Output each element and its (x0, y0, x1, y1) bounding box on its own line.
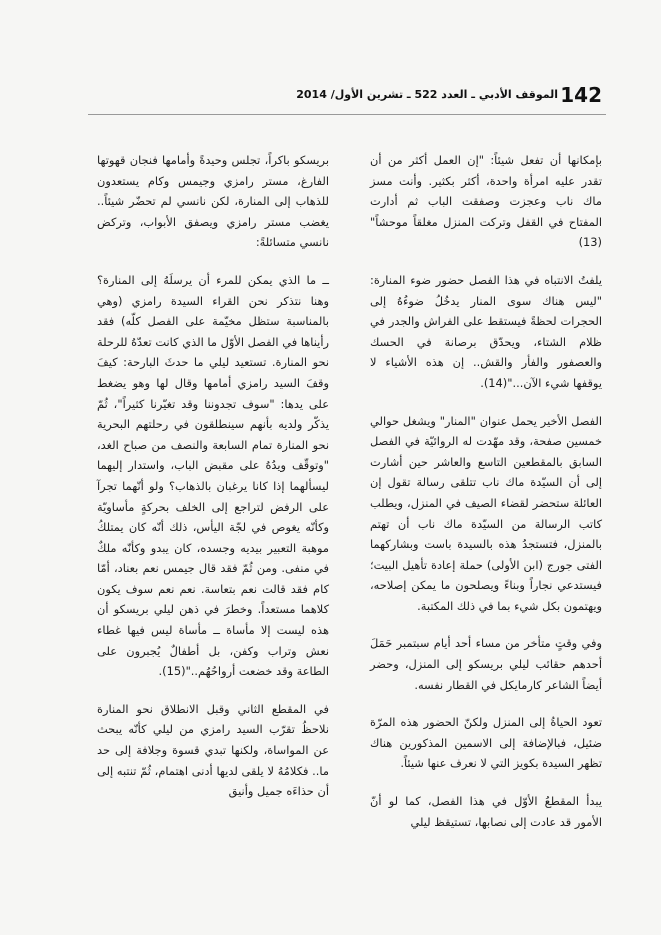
paragraph: ــ ما الذي يمكن للمرء أن يرسلَهُ إلى المنارة؟ وهنا نتذكر نحن القراء السيدة رامزي (وهي بالمناسبة ستظل مخيّمة على الفصل كلّه) فقد رأيناها في الفصل الأوّل ما الذي كانت تعدّهُ للرحلة نحو المنارة. تستعيد ليلي ما حدثَ البارحة: كيفَ وقفَ السيد رامزي أمامها وقال لها وهو يضغط على يدها: "سوف تجدوننا وقد تغيّرنا كثيراً"، ثُمّ يذكّر ولديه بأنهم سينطلقون في رحلتهم البحرية نحو المنارة تمام السابعة والنصف من صباح الغد، "وتوقّف ويدُهُ على مقبض الباب، واستدار إليهما ليسألهما إذا كانا يرغبان بالذهاب؟ ولو أنّهما تجرآ على الرفض لتراجع إلى الخلف بحركةٍ مأساويّة وكأنّه يغوص في لجّة اليأس، ذلك أنّه كان يمتلكُ موهبة التعبير بيديه وجسده، كان يبدو وكأنّه ملكٌ في منفى. ومن ثُمّ فقد قال جيمس نعم بعناد، أمّا كام فقد قالت نعم بتعاسة. نعم نعم سوف يكون كلاهما مستعداً. وخطرَ في ذهن ليلي بريسكو أن هذه ليست إلا مأساة ــ مأساة ليس فيها غطاء نعش وتراب وكفن، بل أطفالٌ يُجبرون على الطاعة وقد خضعت أرواحُهُم.."(15). (97, 272, 329, 679)
paragraph: تعود الحياةُ إلى المنزل ولكنّ الحضور هذه المرّة ضئيل، فبالإضافة إلى الاسمين المذكورين هناك تظهر السيدة بكويز التي لا نعرف عنها شيئاً. (370, 715, 602, 771)
header-divider (88, 114, 606, 115)
right-column (370, 150, 602, 832)
paragraph: يلفتُ الانتباه في هذا الفصل حضور ضوء المنارة: "ليس هناك سوى المنار يدخُلُ ضوءُهُ إلى الحجرات لحظةً فيستقط على الفراش والجدر في ظلام الشتاء، ويحدّق برصانة في الحسك والعصفور والفأر والقش.. إن هذه الأشياء لا يوقفها شيء الآن..."(14). (370, 272, 602, 390)
paragraph: الفصل الأخير يحمل عنوان "المنار" ويشغل حوالي خمسين صفحة، وقد مهّدت له الروائيّة في الفصل السابق بالمقطعين التاسع والعاشر حين أشارت إلى أن السيّدة ماك ناب تتلقى رسالة تقول إن العائلة ستحضر لقضاء الصيف في المنزل، ويطلب كاتب الرسالة من السيّدة ماك ناب أن تهتم بالمنزل، فتستجدُ هذه بالسيدة باست وبشاركهما الفتى جورج (ابن الأولى) حملة إعادة تأهيل البيت؛ فيستدعي نجاراً وبناءً ويصلحون ما يمكن إصلاحه، ويهتمون بكل شيء بما في ذلك المكتبة. (370, 413, 602, 613)
paragraph: بإمكانها أن تفعل شيئاً: "إن العمل أكثر من أن تقدر عليه امرأة واحدة، أكثر بكثير. وأنت مسز ماك ناب وعجزت وصفقت الباب ثم أدارت المفتاح في القفل وتركت المنزل مغلقاً موحشاً"(13) (370, 153, 602, 250)
paragraph: وفي وقتٍ متأخر من مساء أحد أيام سبتمبر حَمَلَ أحدهم حقائب ليلي بريسكو إلى المنزل، وحضر أيضاً الشاعر كارمايكل في القطار نفسه. (370, 636, 602, 692)
paragraph: يبدأ المقطعُ الأوّل في هذا الفصل، كما لو أنّ الأمور قد عادت إلى نصابها، تستيقظ ليلي (370, 794, 602, 829)
page-number: 142 (560, 83, 602, 107)
paragraph: بريسكو باكراً، تجلس وحيدةً وأمامها فنجان قهوتها الفارغ، مستر رامزي وجيمس وكام يستعدون للذهاب إلى المنارة، لكن نانسي لم تحضّر شيئاً.. يغضب مستر رامزي ويصفق الأبواب، وتركض نانسي متسائلةً: (97, 153, 329, 250)
left-column (97, 150, 329, 802)
running-head: الموقف الأدبي ـ العدد 522 ـ تشرين الأول/ 2014 (296, 88, 558, 101)
page-header (296, 82, 602, 110)
paragraph: في المقطع الثاني وقبل الانطلاق نحو المنارة نلاحظُ تقرّب السيد رامزي من ليلي كأنّه يبحث عن المواساة، ولكنها تبدي قسوة وجلافة إلى حد ما.. فكلامُهُ لا يلقى لديها أدنى اهتمام، ثُمّ تنتبه إلى أن حذاءَه جميل وأنيق (97, 701, 329, 799)
